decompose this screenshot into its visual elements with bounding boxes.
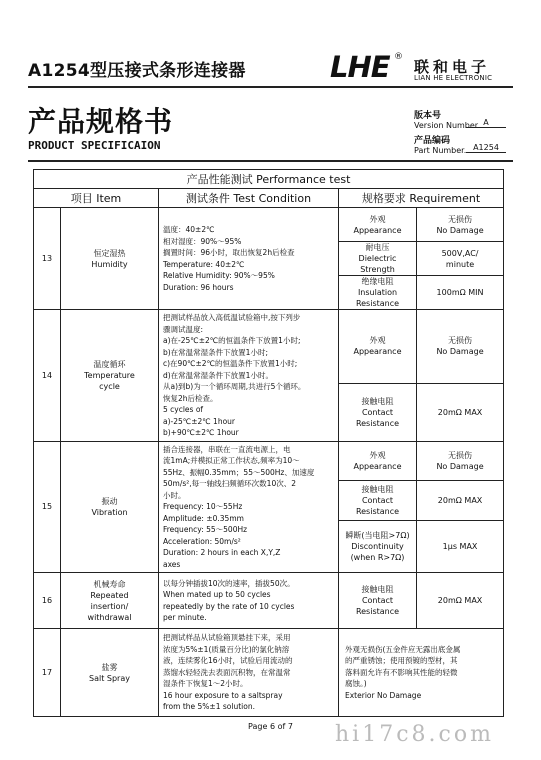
text-line: 插合连接器，串联在一直流电源上，电 [163, 444, 291, 454]
text-line: No Damage [436, 225, 484, 235]
watermark: hi17c8.com [335, 722, 494, 747]
item-cell [61, 629, 159, 717]
text-line: 无损伤 [448, 214, 473, 224]
requirement-name [339, 383, 417, 441]
text-line: 100mΩ MIN [436, 288, 484, 297]
part-value: A1254 [466, 143, 506, 153]
text-line: 接触电阻 [361, 585, 394, 594]
text-line: 相对湿度：90%～95% [163, 236, 242, 246]
requirement-name [339, 276, 417, 310]
document-title: A1254型压接式条形连接器 [28, 61, 246, 81]
company-name-cn: 联和电子 [414, 58, 491, 76]
text-line: Temperature: 40±2℃ [163, 259, 245, 269]
condition-cell [159, 310, 339, 442]
text-line: 500V,AC/ [441, 248, 479, 258]
text-line: cycle [99, 381, 120, 391]
text-line: 以每分钟插拔10次的速率，插拔50次。 [163, 578, 295, 588]
row-number: 17 [34, 629, 61, 717]
text-line: Discontinuity [351, 542, 404, 552]
text-line: 浓度为5%±1(质量百分比)的氯化钠溶 [163, 644, 290, 654]
text-line: Dielectric [358, 254, 397, 263]
requirement-value [417, 383, 504, 441]
text-line: Frequency: 55～500Hz [163, 525, 248, 534]
text-line: 恒定湿热 [93, 248, 126, 258]
table-row [34, 310, 504, 384]
text-line: 接触电阻 [361, 396, 394, 406]
condition-cell [159, 629, 339, 717]
text-line: 腐蚀。) [345, 679, 367, 689]
text-line: 机械寿命 [93, 579, 126, 589]
text-line: 把测试样品放入高低温试验箱中,按下列步 [163, 313, 301, 322]
text-line: Contact [361, 596, 394, 605]
text-line: Temperature [84, 370, 135, 380]
spec-title-en: PRODUCT SPECIFICAION [28, 139, 161, 152]
text-line: 落料面允许有不影响其性能的轻微 [345, 667, 458, 677]
text-line: 16 hour exposure to a saltspray [163, 690, 283, 700]
text-line: 无损伤 [448, 336, 473, 346]
text-line: 流1mA;并模拟正常工作状态,频率为10～ [163, 456, 300, 465]
text-line: 的严重锈蚀；使用预镀的型材，其 [345, 656, 458, 666]
requirement-value [417, 242, 504, 276]
requirement-value [417, 441, 504, 481]
company-name-en: LIAN HE ELECTRONIC [414, 74, 493, 82]
text-line: 蒸馏水轻轻洗去表面沉积物，在常温常 [163, 667, 291, 677]
text-line: b)在常温常湿条件下放置1小时; [163, 347, 268, 357]
item-cell [61, 573, 159, 629]
text-line: Amplitude: ±0.35mm [163, 513, 244, 523]
version-label-cn: 版本号 [414, 111, 442, 121]
text-line: Resistance [355, 418, 400, 428]
text-line: Strength [360, 265, 395, 274]
text-line: 温度：40±2℃ [163, 225, 215, 234]
header-condition: 测试条件 Test Condition [159, 189, 339, 208]
version-label-en: Version Number. [414, 121, 480, 130]
text-line: Exterior No Damage [345, 690, 422, 700]
registered-mark: ® [394, 52, 403, 62]
text-line: withdrawal [87, 612, 132, 622]
text-line: 外观 [369, 450, 386, 460]
text-line: 20mΩ MAX [437, 596, 483, 605]
text-line: 接触电阻 [361, 485, 394, 495]
table-row [34, 573, 504, 629]
text-line: 绝缘电阻 [361, 277, 394, 286]
part-label-en: Part Number. [414, 146, 467, 155]
version-block [414, 108, 489, 130]
text-line: a)在-25℃±2℃的恒温条件下放置1小时; [163, 336, 301, 345]
table-caption: 产品性能测试 Performance test [34, 170, 504, 189]
text-line: Appearance [353, 461, 402, 471]
text-line: Appearance [353, 347, 402, 357]
text-line: from the 5%±1 solution. [163, 702, 255, 712]
header-item: 项目 Item [34, 189, 159, 208]
text-line: Vibration [91, 507, 128, 517]
row-number: 16 [34, 573, 61, 629]
row-number: 15 [34, 441, 61, 573]
text-line: 外观 [369, 336, 386, 346]
row-number: 14 [34, 310, 61, 442]
text-line: Duration: 2 hours in each X,Y,Z [163, 548, 281, 557]
text-line: Acceleration: 50m/s² [163, 536, 241, 546]
requirement-value [417, 310, 504, 384]
text-line: 1μs MAX [442, 542, 478, 552]
text-line: 温度循环 [93, 359, 126, 369]
row-number: 13 [34, 208, 61, 310]
text-line: Duration: 96 hours [163, 282, 234, 292]
table-row [34, 441, 504, 481]
text-line: b)+90℃±2℃ 1hour [163, 428, 239, 437]
text-line: (when R>7Ω) [350, 553, 405, 563]
text-line: 外观无损伤(五金件应无露出底金属 [345, 644, 461, 654]
text-line: Salt Spray [89, 673, 130, 683]
part-block [414, 133, 499, 155]
performance-table [33, 169, 504, 717]
requirement-value [417, 521, 504, 573]
text-line: 湿条件下恢复1～2小时。 [163, 679, 248, 689]
text-line: 恢复2h后检查。 [163, 393, 218, 403]
text-line: 无损伤 [448, 450, 473, 460]
text-line: Resistance [355, 507, 400, 517]
item-cell [61, 441, 159, 573]
text-line: When mated up to 50 cycles [163, 590, 271, 599]
requirement-value [417, 573, 504, 629]
company-logo: LHE [330, 50, 390, 84]
requirement-name [339, 208, 417, 242]
spec-title-cn: 产品规格书 [28, 105, 174, 138]
text-line: Resistance [355, 607, 400, 616]
text-line: 搁置时间：96小时，取出恢复2h后检查 [163, 248, 295, 257]
page-number: Page 6 of 7 [248, 722, 293, 731]
text-line: Repeated [90, 590, 129, 600]
text-line: axes [163, 559, 181, 569]
text-line: d)在常温常湿条件下放置1小时。 [163, 370, 273, 380]
requirement-value [417, 208, 504, 242]
text-line: minute [445, 259, 475, 269]
text-line: per minute. [163, 613, 207, 622]
header-rule [28, 86, 513, 88]
text-line: 20mΩ MAX [437, 496, 483, 506]
text-line: Contact [361, 496, 394, 506]
text-line: 小时。 [163, 490, 186, 500]
table-row [34, 208, 504, 242]
text-line: 20mΩ MAX [437, 407, 483, 417]
text-line: Appearance [353, 225, 402, 235]
requirement-name [339, 573, 417, 629]
text-line: 把测试样品从试验箱顶悬挂下来，采用 [163, 633, 291, 643]
text-line: repeatedly by the rate of 10 cycles [163, 601, 295, 611]
text-line: 瞬断(当电阻>7Ω) [345, 531, 410, 541]
part-label-cn: 产品编码 [414, 136, 451, 146]
requirement-name [339, 521, 417, 573]
text-line: 骤调试温度: [163, 324, 204, 334]
text-line: 振动 [101, 496, 118, 506]
text-line: 从a)到b)为一个循环周期,共进行5个循环。 [163, 382, 306, 391]
text-line: 50m/s²,每一轴线扫频循环次数10次、2 [163, 479, 296, 488]
condition-cell [159, 441, 339, 573]
title-rule [28, 160, 513, 162]
requirement-value [417, 276, 504, 310]
text-line: 盐雾 [101, 662, 118, 672]
text-line: Contact [361, 407, 394, 417]
table-row [34, 629, 504, 717]
requirement-value [417, 481, 504, 521]
header-requirement: 规格要求 Requirement [339, 189, 504, 208]
text-line: c)在90℃±2℃的恒温条件下放置1小时; [163, 359, 298, 368]
text-line: 耐电压 [365, 243, 390, 252]
requirement-full [339, 629, 504, 717]
text-line: No Damage [436, 461, 484, 471]
text-line: No Damage [436, 347, 484, 357]
text-line: 55Hz、振幅0.35mm；55～500Hz、加速度 [163, 467, 315, 477]
text-line: Relative Humidity: 90%～95% [163, 271, 275, 280]
text-line: a)-25℃±2℃ 1hour [163, 416, 236, 426]
text-line: Resistance [355, 299, 400, 308]
text-line: Humidity [91, 259, 128, 269]
text-line: Insulation [357, 288, 398, 297]
text-line: 5 cycles of [163, 405, 204, 414]
text-line: insertion/ [90, 601, 129, 611]
version-value: A [466, 118, 506, 128]
condition-cell [159, 573, 339, 629]
item-cell [61, 310, 159, 442]
text-line: 液，连续雾化16小时，试验后用流动的 [163, 656, 293, 666]
requirement-name [339, 441, 417, 481]
requirement-name [339, 242, 417, 276]
requirement-name [339, 481, 417, 521]
requirement-name [339, 310, 417, 384]
text-line: 外观 [369, 214, 386, 224]
text-line: Frequency: 10～55Hz [163, 502, 243, 511]
item-cell [61, 208, 159, 310]
condition-cell [159, 208, 339, 310]
